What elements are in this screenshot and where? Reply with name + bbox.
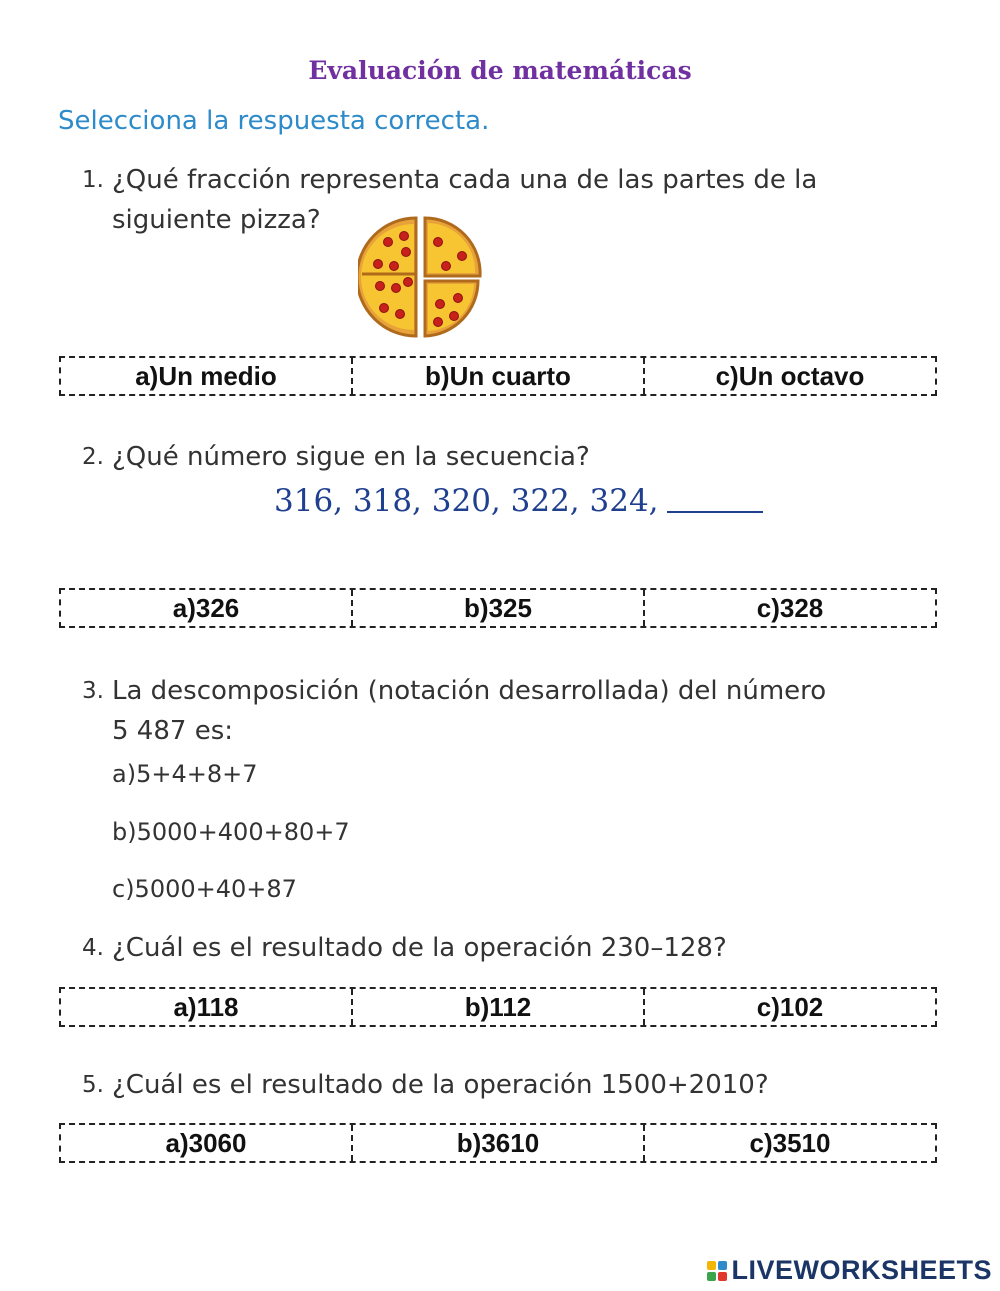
- question-number: 4.: [82, 935, 104, 961]
- answer-option-a[interactable]: a)Un medio: [135, 360, 277, 391]
- question-text: ¿Cuál es el resultado de la operación 1500+2010?: [112, 1070, 769, 1100]
- question-4: [82, 928, 942, 968]
- answer-option-a[interactable]: a)326: [172, 592, 240, 623]
- question-number: 3.: [82, 678, 104, 704]
- answer-option-a[interactable]: a)5+4+8+7: [112, 760, 258, 788]
- question-text: ¿Qué fracción representa cada una de las partes de la: [112, 165, 818, 195]
- answer-option-c[interactable]: c)102: [643, 989, 935, 1025]
- question-text: ¿Qué número sigue en la secuencia?: [112, 442, 590, 472]
- answer-row-2: [59, 588, 937, 628]
- liveworksheets-logo[interactable]: [707, 1255, 992, 1286]
- question-2: [82, 437, 942, 477]
- answer-option-a[interactable]: a)118: [173, 991, 239, 1022]
- question-1: [82, 160, 942, 240]
- number-sequence: [274, 481, 763, 519]
- question-text: La descomposición (notación desarrollada) del número: [112, 676, 827, 706]
- page-title: Evaluación de matemáticas: [308, 56, 692, 85]
- sequence-values: 316, 318, 320, 322, 324,: [274, 483, 659, 519]
- logo-blocks-icon: [707, 1261, 727, 1281]
- question-number: 1.: [82, 167, 104, 193]
- question-number: 2.: [82, 444, 104, 470]
- answer-blank: [667, 481, 763, 513]
- answer-row-4: [59, 987, 937, 1027]
- question-3: [82, 671, 942, 751]
- answer-option-b[interactable]: b)Un cuarto: [351, 358, 643, 394]
- answer-option-b[interactable]: b)3610: [351, 1125, 643, 1161]
- question-5: [82, 1065, 942, 1105]
- answer-option-b[interactable]: b)5000+400+80+7: [112, 818, 350, 846]
- question-text-continued: 5 487 es:: [112, 716, 233, 746]
- pizza-image: [358, 214, 484, 340]
- answer-option-c[interactable]: c)Un octavo: [643, 358, 935, 394]
- answer-row-5: [59, 1123, 937, 1163]
- answer-option-c[interactable]: c)328: [643, 590, 935, 626]
- question-number: 5.: [82, 1072, 104, 1098]
- brand-name: LIVEWORKSHEETS: [731, 1255, 992, 1285]
- question-text: ¿Cuál es el resultado de la operación 230–128?: [112, 933, 727, 963]
- answer-option-b[interactable]: b)325: [351, 590, 643, 626]
- answer-option-b[interactable]: b)112: [351, 989, 643, 1025]
- question-text-continued: siguiente pizza?: [112, 205, 321, 235]
- instructions: Selecciona la respuesta correcta.: [58, 106, 490, 136]
- answer-option-c[interactable]: c)3510: [643, 1125, 935, 1161]
- answer-option-c[interactable]: c)5000+40+87: [112, 875, 297, 903]
- answer-row-1: [59, 356, 937, 396]
- answer-option-a[interactable]: a)3060: [165, 1127, 247, 1158]
